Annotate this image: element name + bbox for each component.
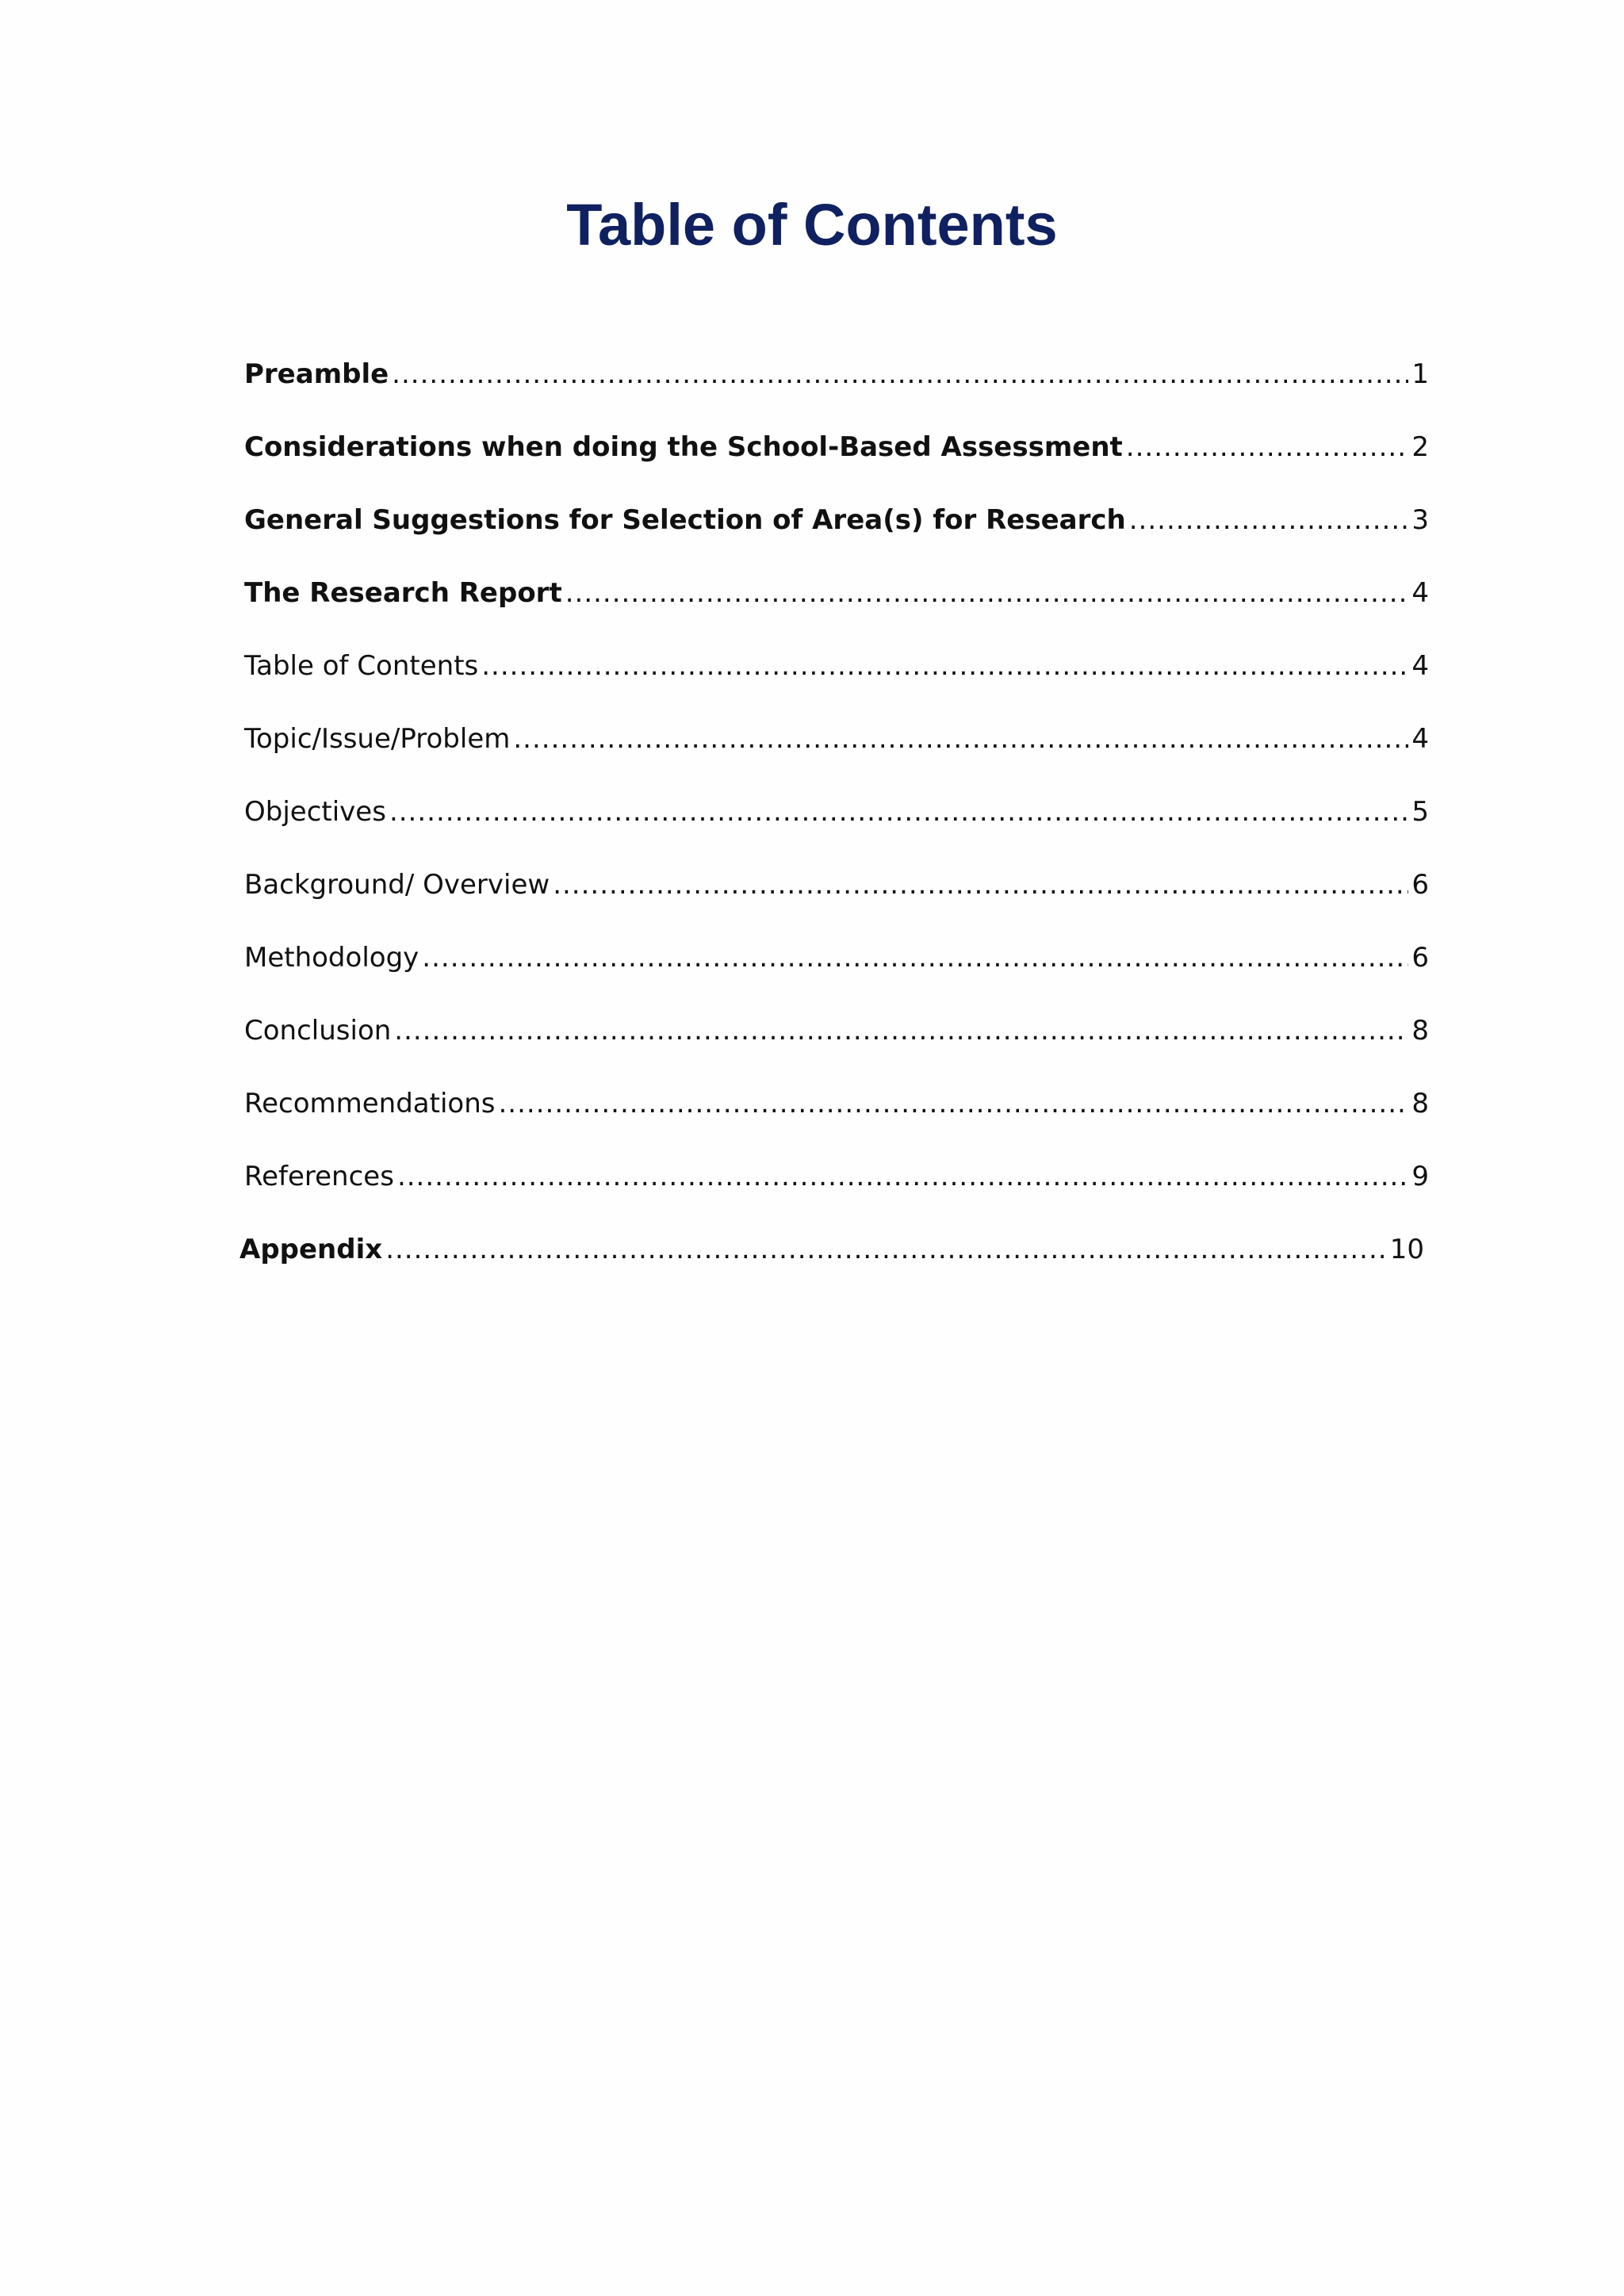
toc-page-number: 6 — [1411, 869, 1429, 901]
toc-dot-leader — [394, 1015, 1408, 1047]
toc-page-number: 4 — [1411, 650, 1429, 682]
toc-entry-research-report[interactable] — [244, 577, 1429, 625]
toc-page-number: 1 — [1411, 358, 1429, 390]
toc-page-number: 10 — [1389, 1234, 1424, 1265]
page-title: Table of Contents — [566, 192, 1058, 258]
toc-page-number: 9 — [1411, 1161, 1429, 1192]
toc-dot-leader — [553, 869, 1408, 901]
toc-entry-conclusion[interactable] — [244, 1015, 1429, 1062]
toc-entry-considerations[interactable] — [244, 431, 1429, 479]
toc-page-number: 2 — [1411, 431, 1429, 463]
toc-entry-table-of-contents[interactable] — [244, 650, 1429, 698]
toc-entry-recommendations[interactable] — [244, 1088, 1429, 1135]
toc-entry-background-overview[interactable] — [244, 869, 1429, 916]
toc-dot-leader — [481, 650, 1408, 682]
toc-entry-label: References — [244, 1161, 394, 1192]
toc-page-number: 3 — [1411, 504, 1429, 536]
toc-entry-label: Background/ Overview — [244, 869, 550, 901]
toc-page-number: 4 — [1411, 723, 1429, 755]
toc-dot-leader — [498, 1088, 1408, 1119]
toc-page-number: 6 — [1411, 942, 1429, 974]
toc-dot-leader — [392, 358, 1408, 390]
toc-dot-leader — [513, 723, 1408, 755]
toc-entry-label: Conclusion — [244, 1015, 392, 1047]
toc-page-number: 4 — [1411, 577, 1429, 609]
toc-dot-leader — [422, 942, 1408, 974]
toc-entry-label: Recommendations — [244, 1088, 496, 1119]
toc-entry-label: Objectives — [244, 796, 386, 828]
toc-page-number: 8 — [1411, 1088, 1429, 1119]
toc-entry-topic-issue-problem[interactable] — [244, 723, 1429, 771]
toc-entry-appendix[interactable] — [239, 1234, 1424, 1281]
toc-entry-label: General Suggestions for Selection of Area(s) for Research — [244, 504, 1126, 536]
toc-entry-preamble[interactable] — [244, 358, 1429, 406]
toc-entry-label: Preamble — [244, 358, 389, 390]
toc-page-number: 5 — [1411, 796, 1429, 828]
toc-entry-general-suggestions[interactable] — [244, 504, 1429, 552]
toc-dot-leader — [385, 1234, 1387, 1265]
toc-entry-label: Topic/Issue/Problem — [244, 723, 511, 755]
toc-dot-leader — [1126, 431, 1409, 463]
toc-entry-references[interactable] — [244, 1161, 1429, 1208]
toc-page-number: 8 — [1411, 1015, 1429, 1047]
toc-dot-leader — [389, 796, 1408, 828]
toc-dot-leader — [397, 1161, 1408, 1192]
toc-entry-methodology[interactable] — [244, 942, 1429, 989]
toc-dot-leader — [1129, 504, 1409, 536]
toc-entry-label: Considerations when doing the School-Based Assessment — [244, 431, 1123, 463]
toc-entry-objectives[interactable] — [244, 796, 1429, 844]
toc-entry-label: Appendix — [239, 1234, 383, 1265]
toc-dot-leader — [565, 577, 1409, 609]
toc-entry-label: Methodology — [244, 942, 419, 974]
toc-entry-label: Table of Contents — [244, 650, 479, 682]
toc-entry-label: The Research Report — [244, 577, 562, 609]
